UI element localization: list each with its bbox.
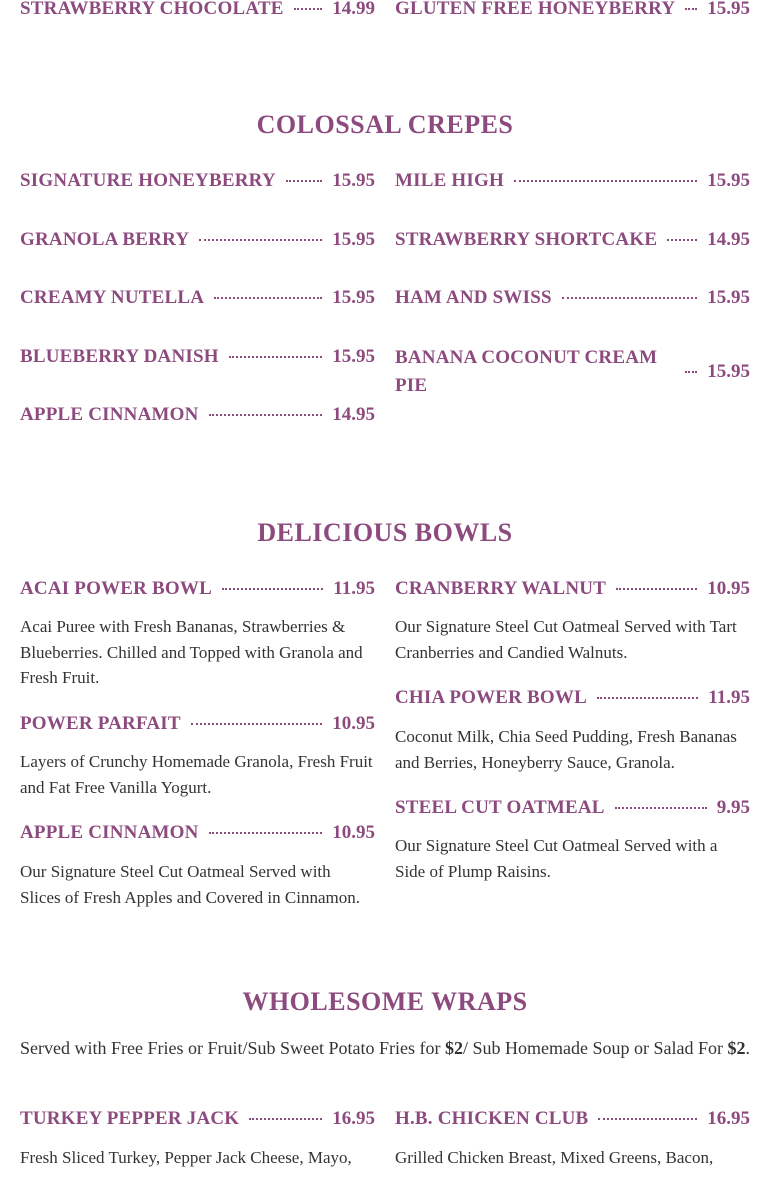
item-price: 14.95 bbox=[707, 229, 750, 250]
dot-leader bbox=[199, 239, 322, 241]
dot-leader bbox=[209, 414, 323, 416]
item-name: H.B. CHICKEN CLUB bbox=[395, 1108, 589, 1129]
item-name: CHIA POWER BOWL bbox=[395, 687, 587, 708]
menu-item bbox=[20, 578, 375, 600]
wraps-note bbox=[20, 1038, 760, 1059]
menu-item bbox=[20, 404, 375, 426]
item-price: 10.95 bbox=[707, 578, 750, 599]
item-name: POWER PARFAIT bbox=[20, 713, 181, 734]
item-name: HAM AND SWISS bbox=[395, 287, 552, 308]
item-description: Grilled Chicken Breast, Mixed Greens, Bacon, bbox=[395, 1148, 714, 1167]
item-price: 15.95 bbox=[707, 361, 750, 382]
menu-item bbox=[20, 0, 375, 20]
item-name: APPLE CINNAMON bbox=[20, 822, 199, 843]
item-name: GLUTEN FREE HONEYBERRY bbox=[395, 0, 676, 19]
dot-leader bbox=[514, 180, 697, 182]
item-price: 10.95 bbox=[332, 822, 375, 843]
menu-item bbox=[395, 229, 750, 251]
note-text: . bbox=[745, 1038, 750, 1058]
item-description: Acai Puree with Fresh Bananas, Strawberries & Blueberries. Chilled and Topped with Granola and Fresh Fruit. bbox=[20, 617, 363, 687]
item-description: Our Signature Steel Cut Oatmeal Served with a Side of Plump Raisins. bbox=[395, 836, 718, 881]
dot-leader bbox=[209, 832, 323, 834]
menu-item bbox=[20, 170, 375, 192]
item-name: STRAWBERRY SHORTCAKE bbox=[395, 229, 658, 250]
dot-leader bbox=[222, 588, 323, 590]
menu-item bbox=[395, 170, 750, 192]
menu-item bbox=[395, 287, 750, 309]
item-price: 15.95 bbox=[332, 170, 375, 191]
section-title-crepes: COLOSSAL CREPES bbox=[256, 110, 514, 139]
dot-leader bbox=[249, 1118, 322, 1120]
item-price: 11.95 bbox=[333, 578, 375, 599]
menu-item bbox=[20, 287, 375, 309]
item-name: ACAI POWER BOWL bbox=[20, 578, 212, 599]
note-price: $2 bbox=[444, 1038, 463, 1058]
dot-leader bbox=[214, 297, 322, 299]
item-description: Fresh Sliced Turkey, Pepper Jack Cheese, Mayo, bbox=[20, 1148, 352, 1167]
item-name: CREAMY NUTELLA bbox=[20, 287, 205, 308]
dot-leader bbox=[229, 356, 323, 358]
item-description: Coconut Milk, Chia Seed Pudding, Fresh Bananas and Berries, Honeyberry Sauce, Granola. bbox=[395, 727, 737, 772]
item-name: APPLE CINNAMON bbox=[20, 404, 199, 425]
item-name: SIGNATURE HONEYBERRY bbox=[20, 170, 276, 191]
dot-leader bbox=[685, 371, 697, 373]
menu-item bbox=[395, 344, 750, 400]
menu-item bbox=[20, 822, 375, 844]
menu-item bbox=[20, 346, 375, 368]
note-price: $2 bbox=[727, 1038, 746, 1058]
item-name: MILE HIGH bbox=[395, 170, 504, 191]
item-name: TURKEY PEPPER JACK bbox=[20, 1108, 240, 1129]
item-price: 14.99 bbox=[332, 0, 375, 19]
dot-leader bbox=[598, 1118, 697, 1120]
menu-item bbox=[20, 229, 375, 251]
item-price: 15.95 bbox=[707, 287, 750, 308]
item-price: 9.95 bbox=[716, 797, 750, 818]
section-title-wraps: WHOLESOME WRAPS bbox=[242, 987, 528, 1016]
item-name: GRANOLA BERRY bbox=[20, 229, 190, 250]
item-name: STRAWBERRY CHOCOLATE bbox=[20, 0, 284, 19]
dot-leader bbox=[685, 8, 697, 10]
item-price: 16.95 bbox=[707, 1108, 750, 1129]
item-price: 10.95 bbox=[332, 713, 375, 734]
item-price: 14.95 bbox=[332, 404, 375, 425]
menu-item bbox=[20, 713, 375, 735]
menu-item bbox=[395, 0, 750, 20]
section-title-bowls: DELICIOUS BOWLS bbox=[257, 518, 513, 547]
item-price: 15.95 bbox=[332, 287, 375, 308]
item-name: CRANBERRY WALNUT bbox=[395, 578, 607, 599]
menu-item bbox=[395, 797, 750, 819]
item-price: 15.95 bbox=[332, 346, 375, 367]
menu-item bbox=[20, 1108, 375, 1130]
item-description: Our Signature Steel Cut Oatmeal Served with Slices of Fresh Apples and Covered in Cinnamon. bbox=[20, 862, 360, 907]
item-name: BLUEBERRY DANISH bbox=[20, 346, 219, 367]
menu-item bbox=[395, 1108, 750, 1130]
item-price: 15.95 bbox=[707, 170, 750, 191]
dot-leader bbox=[667, 239, 697, 241]
dot-leader bbox=[294, 8, 323, 10]
item-name: STEEL CUT OATMEAL bbox=[395, 797, 605, 818]
item-price: 16.95 bbox=[332, 1108, 375, 1129]
dot-leader bbox=[615, 807, 707, 809]
menu-item bbox=[395, 578, 750, 600]
note-text: Served with Free Fries or Fruit/Sub Sweet Potato Fries for bbox=[20, 1038, 445, 1058]
dot-leader bbox=[191, 723, 322, 725]
item-name: BANANA COCONUT CREAM PIE bbox=[395, 347, 658, 396]
item-price: 11.95 bbox=[708, 687, 750, 708]
item-price: 15.95 bbox=[707, 0, 750, 19]
dot-leader bbox=[597, 697, 698, 699]
dot-leader bbox=[286, 180, 322, 182]
dot-leader bbox=[616, 588, 697, 590]
item-price: 15.95 bbox=[332, 229, 375, 250]
menu-item bbox=[395, 687, 750, 709]
item-description: Our Signature Steel Cut Oatmeal Served with Tart Cranberries and Candied Walnuts. bbox=[395, 617, 737, 662]
dot-leader bbox=[562, 297, 698, 299]
item-description: Layers of Crunchy Homemade Granola, Fresh Fruit and Fat Free Vanilla Yogurt. bbox=[20, 752, 373, 797]
note-text: / Sub Homemade Soup or Salad For bbox=[462, 1038, 728, 1058]
